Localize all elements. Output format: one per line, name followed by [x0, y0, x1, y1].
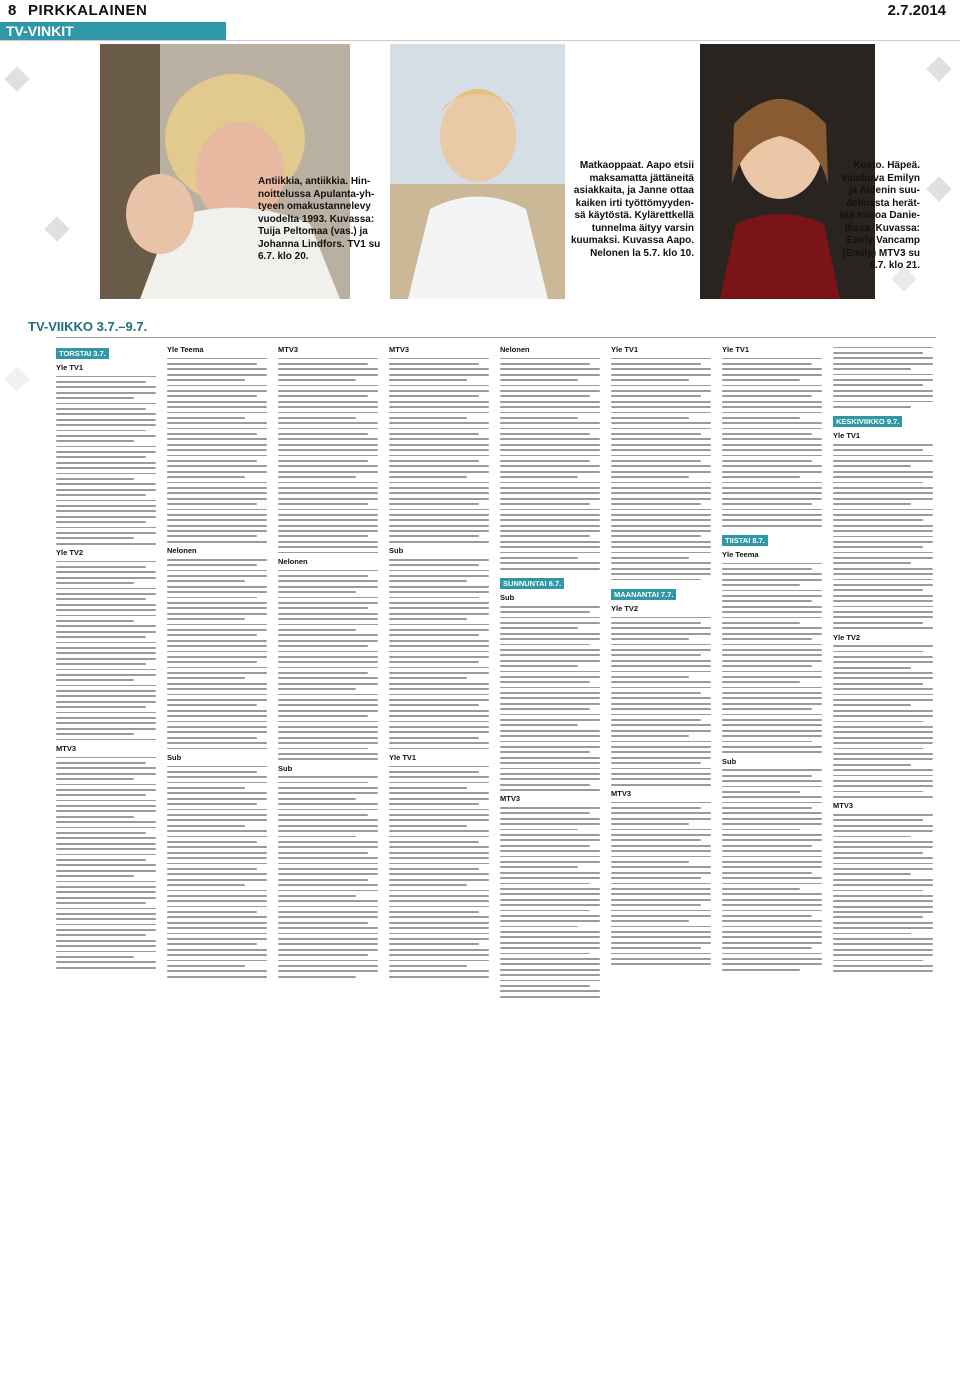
page-number: 8: [8, 2, 17, 19]
channel-heading: MTV3: [833, 801, 854, 811]
listing-text: [722, 358, 822, 527]
listing-text: [833, 814, 933, 972]
listing-text: [722, 769, 822, 970]
listing-text: [833, 645, 933, 798]
listing-text: [833, 347, 933, 408]
listing-text: [167, 766, 267, 978]
channel-heading: Yle Teema: [167, 345, 204, 354]
listing-text: [278, 358, 378, 554]
channel-heading: MTV3: [56, 743, 77, 753]
day-label: MAANANTAI 7.7.: [611, 589, 676, 600]
listing-column: [500, 343, 600, 1363]
channel-heading: Yle TV2: [833, 632, 861, 642]
listing-text: [722, 563, 822, 753]
day-label: TORSTAI 3.7.: [56, 348, 109, 359]
listing-text: [611, 358, 711, 581]
listing-text: [833, 444, 933, 629]
listing-text: [611, 617, 711, 786]
listing-column: [278, 343, 378, 1363]
channel-heading: MTV3: [278, 345, 299, 354]
channel-heading: Yle TV1: [56, 363, 84, 372]
day-label: KESKIVIIKKO 9.7.: [833, 416, 902, 427]
listing-column: [722, 343, 822, 1363]
channel-heading: Yle TV1: [833, 431, 861, 441]
listing-text: [611, 802, 711, 966]
channel-heading: Nelonen: [500, 345, 530, 354]
photo-man-beach: [390, 44, 565, 299]
listing-text: [500, 606, 600, 791]
channel-heading: Sub: [500, 593, 515, 603]
channel-heading: Yle TV1: [722, 345, 750, 354]
channel-heading: Yle Teema: [722, 550, 759, 560]
photo-caption: Kosto. Häpeä. Valokuva Emilyn ja Aidenin suu- delmasta herät- tää toivoa Danie- llissa. Kuvassa: Emily Vancamp (Emily) MTV3 su 6.7. klo 21.: [839, 160, 920, 271]
day-label: SUNNUNTAI 6.7.: [500, 578, 564, 589]
listing-text: [56, 561, 156, 741]
section-banner: TV-VINKIT: [0, 22, 226, 40]
listing-text: [278, 776, 378, 977]
publication-name: PIRKKALAINEN: [28, 2, 148, 19]
week-title: TV-VIIKKO 3.7.–9.7.: [28, 319, 148, 334]
listing-column: [611, 343, 711, 1363]
listing-text: [389, 358, 489, 543]
listing-column: [167, 343, 267, 1363]
photo-caption: Matkaoppaat. Aapo etsii maksamatta jättäneitä asiakkaita, ja Janne ottaa kaiken irti työttömyyden- sä käytöstä. Kylärettkellä tunnelma äityy varsin kuumaksi. Kuvassa Aapo. Nelonen la 5.7. klo 10.: [570, 160, 694, 259]
channel-heading: MTV3: [611, 789, 632, 799]
listing-text: [389, 766, 489, 978]
listing-text: [500, 807, 600, 997]
channel-heading: MTV3: [389, 345, 410, 354]
listing-text: [500, 358, 600, 570]
week-divider: [56, 337, 936, 338]
channel-heading: Yle TV2: [611, 604, 639, 613]
listing-text: [56, 376, 156, 545]
week-header: [28, 318, 147, 332]
listing-text: [167, 559, 267, 749]
channel-heading: Yle TV2: [56, 548, 84, 558]
channel-heading: Sub: [167, 752, 182, 762]
channel-heading: Nelonen: [167, 546, 197, 556]
channel-heading: Sub: [278, 763, 293, 773]
channel-heading: Yle TV1: [389, 752, 417, 762]
listing-column: [56, 343, 156, 1363]
channel-heading: Sub: [722, 756, 737, 766]
header-divider: [0, 40, 960, 41]
channel-heading: Yle TV1: [611, 345, 639, 354]
listing-text: [389, 559, 489, 749]
channel-heading: MTV3: [500, 794, 521, 804]
day-label: TIISTAI 8.7.: [722, 535, 768, 546]
listing-text: [167, 358, 267, 543]
issue-date: 2.7.2014: [887, 2, 946, 19]
channel-heading: Sub: [389, 546, 404, 556]
listing-text: [278, 570, 378, 760]
listing-text: [56, 757, 156, 969]
channel-heading: Nelonen: [278, 557, 308, 567]
listing-column: [833, 343, 933, 1363]
listing-column: [389, 343, 489, 1363]
photo-caption: Antiikkia, antiikkia. Hin- noittelussa Apulanta-yh- tyeen omakustannelevy vuodelta 1993. Kuvassa: Tuija Peltomaa (vas.) ja Johanna Lindfors. TV1 su 6.7. klo 20.: [258, 176, 381, 262]
